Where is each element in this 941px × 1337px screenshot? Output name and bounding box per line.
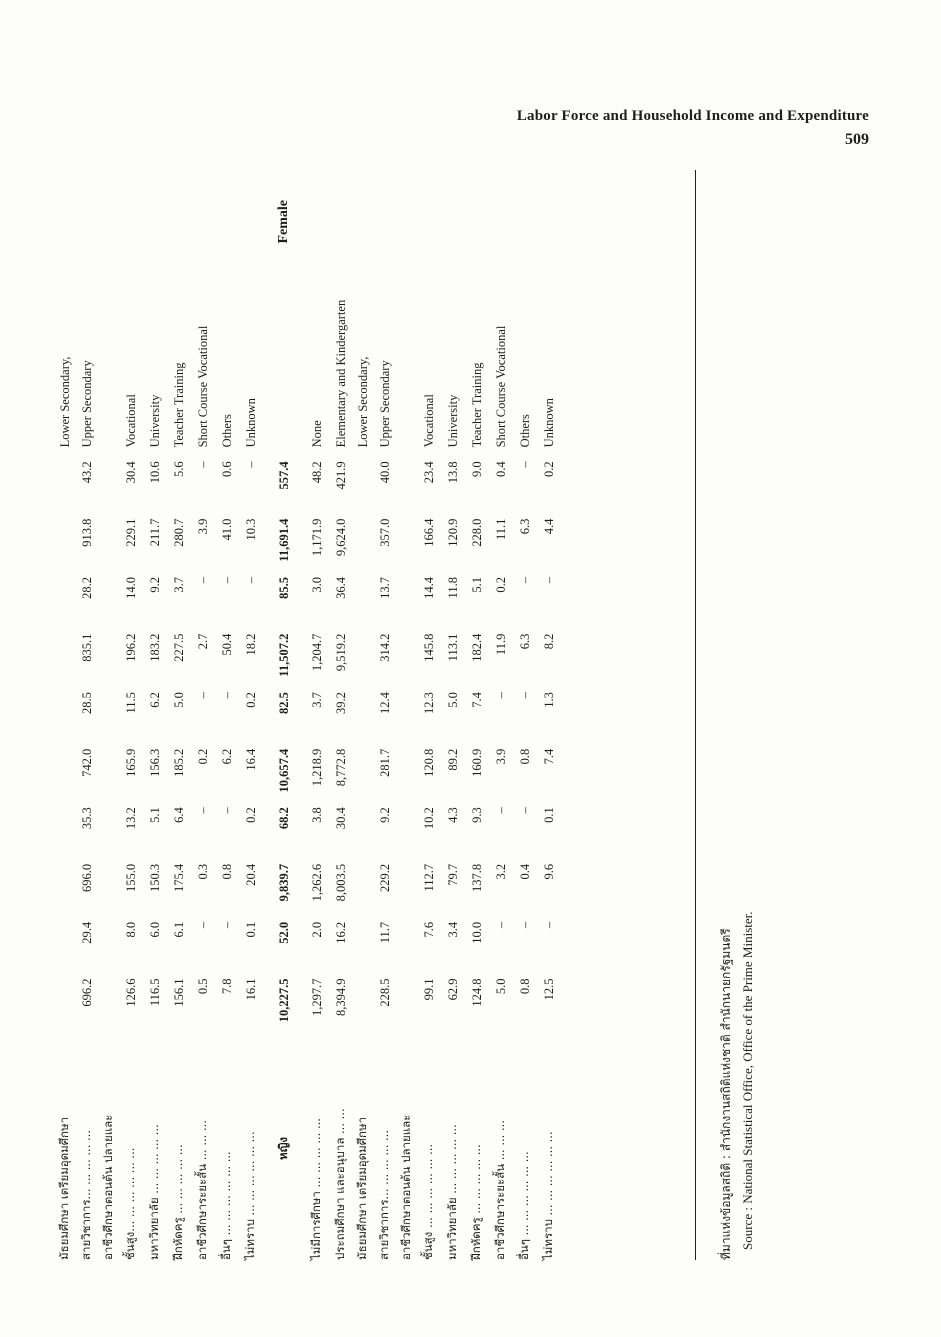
cell-value: 7.4 (469, 692, 484, 708)
cell-value: 137.8 (469, 863, 484, 892)
cell-value: 5.1 (147, 807, 162, 823)
cell-value: 10,657.4 (276, 748, 291, 793)
cell-value: 1,171.9 (309, 518, 324, 557)
cell-value: 13.2 (123, 807, 138, 830)
cell-value: 1.3 (541, 692, 556, 708)
cell-value (99, 749, 119, 808)
cell-value (397, 864, 417, 922)
thai-label: อาชีวศึกษาระยะสั้น ... ... ... (195, 1120, 210, 1260)
cell-value: 0.2 (195, 748, 210, 765)
cell-value: 3.9 (493, 748, 508, 765)
english-label: Elementary and Kindergarten (333, 299, 348, 448)
cell-value: 175.4 (171, 863, 186, 892)
cell-value: – (517, 461, 532, 468)
cell-value (353, 461, 373, 518)
cell-value: 5.6 (171, 461, 186, 478)
cell-value: – (219, 692, 234, 699)
cell-value: 52.0 (276, 921, 291, 944)
table-row (373, 170, 397, 1260)
cell-value: 5.0 (493, 978, 508, 995)
table-wrapper (55, 170, 695, 1260)
thai-label: มหาวิทยาลัย ... ... ... ... ... (445, 1124, 460, 1260)
cell-value: 166.4 (421, 518, 436, 547)
table-bottom-rule (695, 170, 696, 1260)
cell-value: 0.2 (243, 692, 258, 708)
cell-value: 229.1 (123, 518, 138, 547)
table-row (215, 170, 239, 1260)
cell-value: 9.2 (147, 577, 162, 593)
cell-value: 28.2 (79, 577, 94, 599)
cell-value: 9.6 (541, 863, 556, 880)
cell-value: 6.3 (517, 518, 532, 535)
cell-value: 2.0 (309, 921, 324, 938)
cell-value (55, 577, 75, 634)
cell-value (397, 577, 417, 634)
cell-value: 0.5 (195, 978, 210, 995)
cell-value: 12.5 (541, 978, 556, 1001)
cell-value: 742.0 (79, 748, 94, 777)
table-row (513, 170, 537, 1260)
thai-label: อาชีวศึกษาตอนต้น ปลายและ (399, 1114, 414, 1260)
cell-value: 0.8 (517, 978, 532, 995)
english-label: University (147, 394, 162, 448)
table-row (305, 170, 329, 1260)
cell-value: 913.8 (79, 518, 94, 547)
cell-value: 165.9 (123, 748, 138, 777)
cell-value: 160.9 (469, 748, 484, 777)
thai-label: สายวิชาการ... ... ... ... ... (79, 1130, 94, 1260)
cell-value: 557.4 (276, 461, 291, 490)
cell-value: 150.3 (147, 863, 162, 892)
cell-value: 11,507.2 (276, 633, 291, 677)
cell-value: 6.2 (147, 692, 162, 708)
cell-value: 8,003.5 (333, 863, 348, 902)
cell-value: 9,624.0 (333, 518, 348, 557)
thai-label: หญิง (276, 1137, 291, 1160)
cell-value: 0.4 (517, 863, 532, 880)
cell-value: 7.8 (219, 978, 234, 995)
cell-value: 3.4 (445, 921, 460, 938)
table-row (537, 170, 561, 1260)
cell-value: 228.0 (469, 518, 484, 547)
cell-value: 3.7 (309, 692, 324, 708)
cell-value: 0.1 (243, 921, 258, 938)
cell-value: 14.4 (421, 577, 436, 599)
cell-value: 8.2 (541, 633, 556, 650)
thai-label: ประถมศึกษา และอนุบาล ... ... (333, 1108, 348, 1260)
source-note (715, 170, 759, 1260)
english-label: None (309, 420, 324, 448)
page-header (517, 108, 869, 149)
cell-value: – (493, 807, 508, 814)
cell-value: 10,227.5 (276, 978, 291, 1023)
cell-value (397, 692, 417, 749)
cell-value: 357.0 (377, 518, 392, 547)
cell-value (353, 692, 373, 749)
cell-value: 227.5 (171, 633, 186, 662)
cell-value: 16.2 (333, 921, 348, 944)
cell-value: 124.8 (469, 978, 484, 1007)
cell-value: 116.5 (147, 978, 162, 1007)
cell-value (55, 864, 75, 922)
cell-value (55, 461, 75, 518)
cell-value: – (243, 461, 258, 468)
cell-value: 696.0 (79, 863, 94, 892)
cell-value: 3.7 (171, 577, 186, 593)
cell-value: – (517, 807, 532, 814)
cell-value: 196.2 (123, 633, 138, 662)
cell-value: 9.0 (469, 461, 484, 478)
table-row (353, 170, 373, 1260)
cell-value: 50.4 (219, 633, 234, 656)
section-row (263, 170, 305, 1260)
thai-label: อาชีวศึกษาระยะสั้น ... ... ... (493, 1120, 508, 1260)
table-row (55, 170, 75, 1260)
cell-value: – (219, 807, 234, 814)
cell-value: 120.9 (445, 518, 460, 547)
cell-value: 126.6 (123, 978, 138, 1007)
cell-value: 62.9 (445, 978, 460, 1001)
cell-value (55, 749, 75, 808)
cell-value: – (493, 921, 508, 929)
cell-value: 12.3 (421, 692, 436, 714)
english-label (99, 170, 119, 461)
cell-value: – (195, 921, 210, 929)
cell-value: 3.0 (309, 577, 324, 593)
cell-value: 23.4 (421, 461, 436, 484)
cell-value: 8,394.9 (333, 978, 348, 1016)
cell-value: 6.0 (147, 921, 162, 938)
cell-value (99, 807, 119, 864)
cell-value: 6.1 (171, 921, 186, 938)
cell-value: 281.7 (377, 748, 392, 777)
english-label: Lower Secondary, (57, 356, 72, 448)
cell-value: 20.4 (243, 863, 258, 886)
cell-value: 79.7 (445, 863, 460, 886)
cell-value: 0.2 (243, 807, 258, 823)
cell-value: 11.7 (377, 921, 392, 944)
thai-label: ไม่มีการศึกษา ... ... ... ... ... (309, 1118, 324, 1260)
cell-value: 7.6 (421, 921, 436, 938)
cell-value: 5.1 (469, 577, 484, 593)
english-label: Vocational (123, 394, 138, 448)
table-row (167, 170, 191, 1260)
cell-value: 82.5 (276, 692, 291, 714)
page-number: 509 (845, 131, 869, 148)
cell-value: 39.2 (333, 692, 348, 714)
english-label: Vocational (421, 394, 436, 448)
cell-value: 35.3 (79, 807, 94, 830)
cell-value: 36.4 (333, 577, 348, 599)
cell-value (55, 978, 75, 1037)
cell-value: 40.0 (377, 461, 392, 484)
cell-value (353, 519, 373, 577)
cell-value: 696.2 (79, 978, 94, 1007)
cell-value (99, 461, 119, 518)
cell-value (397, 634, 417, 692)
cell-value: 68.2 (276, 807, 291, 830)
cell-value (397, 807, 417, 864)
cell-value (99, 922, 119, 979)
cell-value: 10.3 (243, 518, 258, 541)
cell-value: 11,691.4 (276, 518, 291, 562)
english-label: Upper Secondary (79, 360, 94, 448)
cell-value: – (195, 577, 210, 584)
table-row (329, 170, 353, 1260)
cell-value: 9,839.7 (276, 863, 291, 902)
cell-value: 10.6 (147, 461, 162, 484)
cell-value: 0.2 (493, 577, 508, 593)
cell-value: 229.2 (377, 863, 392, 892)
thai-label: ไม่ทราบ ... ... ... ... ... ... (243, 1131, 258, 1260)
cell-value: – (517, 921, 532, 929)
cell-value: – (517, 577, 532, 584)
table-body (55, 170, 561, 1260)
cell-value: 6.4 (171, 807, 186, 823)
thai-label: อาชีวศึกษาตอนต้น ปลายและ (101, 1114, 116, 1260)
cell-value: 3.9 (195, 518, 210, 535)
cell-value: 30.4 (123, 461, 138, 484)
cell-value: 48.2 (309, 461, 324, 484)
cell-value (99, 519, 119, 577)
cell-value (353, 922, 373, 979)
cell-value: – (195, 807, 210, 814)
cell-value: 29.4 (79, 921, 94, 944)
english-label: Lower Secondary, (355, 356, 370, 448)
cell-value: 43.2 (79, 461, 94, 484)
english-label: University (445, 394, 460, 448)
cell-value (353, 864, 373, 922)
cell-value: 85.5 (276, 577, 291, 599)
cell-value (353, 634, 373, 692)
cell-value: 0.2 (541, 461, 556, 478)
cell-value (397, 749, 417, 808)
cell-value: 10.2 (421, 807, 436, 830)
cell-value: 8.0 (123, 921, 138, 938)
cell-value: – (219, 577, 234, 584)
cell-value: 16.4 (243, 748, 258, 771)
cell-value: 11.1 (493, 518, 508, 540)
cell-value: 30.4 (333, 807, 348, 830)
table-row (417, 170, 441, 1260)
cell-value: 3.8 (309, 807, 324, 823)
cell-value: 89.2 (445, 748, 460, 771)
cell-value (55, 519, 75, 577)
cell-value (397, 461, 417, 518)
cell-value (397, 922, 417, 979)
cell-value: – (195, 692, 210, 699)
table-row (465, 170, 489, 1260)
english-label: Female (276, 200, 291, 244)
thai-label: ฝึกหัดครู ... ... ... ... ... (171, 1144, 186, 1260)
cell-value: 182.4 (469, 633, 484, 662)
cell-value: 211.7 (147, 518, 162, 547)
cell-value: 12.4 (377, 692, 392, 714)
cell-value: 0.1 (541, 807, 556, 823)
cell-value (55, 922, 75, 979)
cell-value: 18.2 (243, 633, 258, 656)
cell-value: 11.5 (123, 692, 138, 714)
english-label: Upper Secondary (377, 360, 392, 448)
cell-value (99, 692, 119, 749)
thai-label: มัธยมศึกษา เตรียมอุดมศึกษา (57, 1116, 72, 1260)
cell-value: 120.8 (421, 748, 436, 777)
cell-value: 113.1 (445, 633, 460, 662)
cell-value: – (243, 577, 258, 584)
table-row (75, 170, 99, 1260)
cell-value: – (493, 692, 508, 699)
english-label: Teacher Training (171, 362, 186, 448)
table-row (99, 170, 119, 1260)
cell-value: 280.7 (171, 518, 186, 547)
cell-value (55, 634, 75, 692)
thai-label: อื่นๆ ... ... ... ... ... ... (517, 1151, 532, 1260)
english-label (397, 170, 417, 461)
cell-value: 9.2 (377, 807, 392, 823)
english-label: Others (517, 414, 532, 448)
thai-label: มหาวิทยาลัย ... ... ... ... ... (147, 1124, 162, 1260)
thai-label: สายวิชาการ... ... ... ... ... (377, 1130, 392, 1260)
cell-value: 185.2 (171, 748, 186, 777)
statistics-table (55, 170, 561, 1260)
cell-value: 13.7 (377, 577, 392, 599)
table-row (119, 170, 143, 1260)
cell-value: 421.9 (333, 461, 348, 490)
cell-value (99, 577, 119, 634)
cell-value: 183.2 (147, 633, 162, 662)
cell-value: 9.3 (469, 807, 484, 823)
cell-value (55, 807, 75, 864)
cell-value: 5.0 (171, 692, 186, 708)
cell-value (99, 978, 119, 1037)
cell-value: 16.1 (243, 978, 258, 1001)
cell-value: 228.5 (377, 978, 392, 1007)
cell-value (353, 807, 373, 864)
table-row (397, 170, 417, 1260)
cell-value: 5.0 (445, 692, 460, 708)
cell-value: – (541, 577, 556, 584)
cell-value: 4.4 (541, 518, 556, 535)
cell-value: 835.1 (79, 633, 94, 662)
cell-value: 14.0 (123, 577, 138, 599)
rotated-table-panel (55, 170, 865, 1260)
cell-value: – (195, 461, 210, 468)
cell-value (353, 749, 373, 808)
thai-label: ชั้นสูง... ... ... ... ... ... (123, 1147, 138, 1260)
cell-value: 99.1 (421, 978, 436, 1001)
cell-value (353, 978, 373, 1037)
thai-label: มัธยมศึกษา เตรียมอุดมศึกษา (355, 1116, 370, 1260)
table-row (239, 170, 263, 1260)
thai-label: ชั้นสูง ... ... ... ... ... ... (421, 1143, 436, 1260)
cell-value: – (517, 692, 532, 699)
cell-value: 0.8 (517, 748, 532, 765)
thai-label: อื่นๆ ... ... ... ... ... ... (219, 1151, 234, 1260)
table-row (489, 170, 513, 1260)
english-label: Teacher Training (469, 362, 484, 448)
cell-value: 41.0 (219, 518, 234, 541)
cell-value: 28.5 (79, 692, 94, 714)
cell-value: 1,297.7 (309, 978, 324, 1016)
cell-value: 4.3 (445, 807, 460, 823)
cell-value: 13.8 (445, 461, 460, 484)
cell-value: 10.0 (469, 921, 484, 944)
table-row (143, 170, 167, 1260)
table-row (441, 170, 465, 1260)
source-english: Source : National Statistical Office, Office of the Prime Minister. (740, 911, 755, 1250)
table-row (191, 170, 215, 1260)
cell-value: 3.2 (493, 863, 508, 880)
cell-value (99, 864, 119, 922)
cell-value: 0.6 (219, 461, 234, 478)
cell-value: 11.9 (493, 633, 508, 656)
cell-value: 0.8 (219, 863, 234, 880)
thai-label: ฝึกหัดครู ... ... ... ... ... (469, 1144, 484, 1260)
english-label: Others (219, 414, 234, 448)
thai-label: ไม่ทราบ ... ... ... ... ... ... (541, 1131, 556, 1260)
cell-value: 156.1 (171, 978, 186, 1007)
english-label: Short Course Vocational (493, 325, 508, 448)
cell-value: 1,204.7 (309, 633, 324, 672)
cell-value (397, 978, 417, 1037)
cell-value: 11.8 (445, 577, 460, 599)
cell-value: 156.3 (147, 748, 162, 777)
cell-value: 8,772.8 (333, 748, 348, 787)
cell-value: 145.8 (421, 633, 436, 662)
cell-value (99, 634, 119, 692)
cell-value: 112.7 (421, 863, 436, 892)
cell-value (353, 577, 373, 634)
cell-value: 2.7 (195, 633, 210, 650)
cell-value: 155.0 (123, 863, 138, 892)
cell-value: 9,519.2 (333, 633, 348, 672)
cell-value: 7.4 (541, 748, 556, 765)
english-label: Short Course Vocational (195, 325, 210, 448)
source-thai: ที่มาแห่งข้อมูลสถิติ : สำนักงานสถิติแห่งชาติ สำนักนายกรัฐมนตรี (719, 928, 733, 1260)
cell-value: 6.2 (219, 748, 234, 765)
english-label: Unknown (243, 398, 258, 448)
cell-value: 6.3 (517, 633, 532, 650)
running-title: Labor Force and Household Income and Expenditure (516, 108, 869, 124)
cell-value: – (219, 921, 234, 929)
cell-value: 0.4 (493, 461, 508, 478)
cell-value: 0.3 (195, 863, 210, 880)
cell-value: 314.2 (377, 633, 392, 662)
cell-value (55, 692, 75, 749)
english-label: Unknown (541, 398, 556, 448)
cell-value (397, 519, 417, 577)
cell-value: 1,262.6 (309, 863, 324, 902)
cell-value: 1,218.9 (309, 748, 324, 787)
cell-value: – (541, 921, 556, 929)
